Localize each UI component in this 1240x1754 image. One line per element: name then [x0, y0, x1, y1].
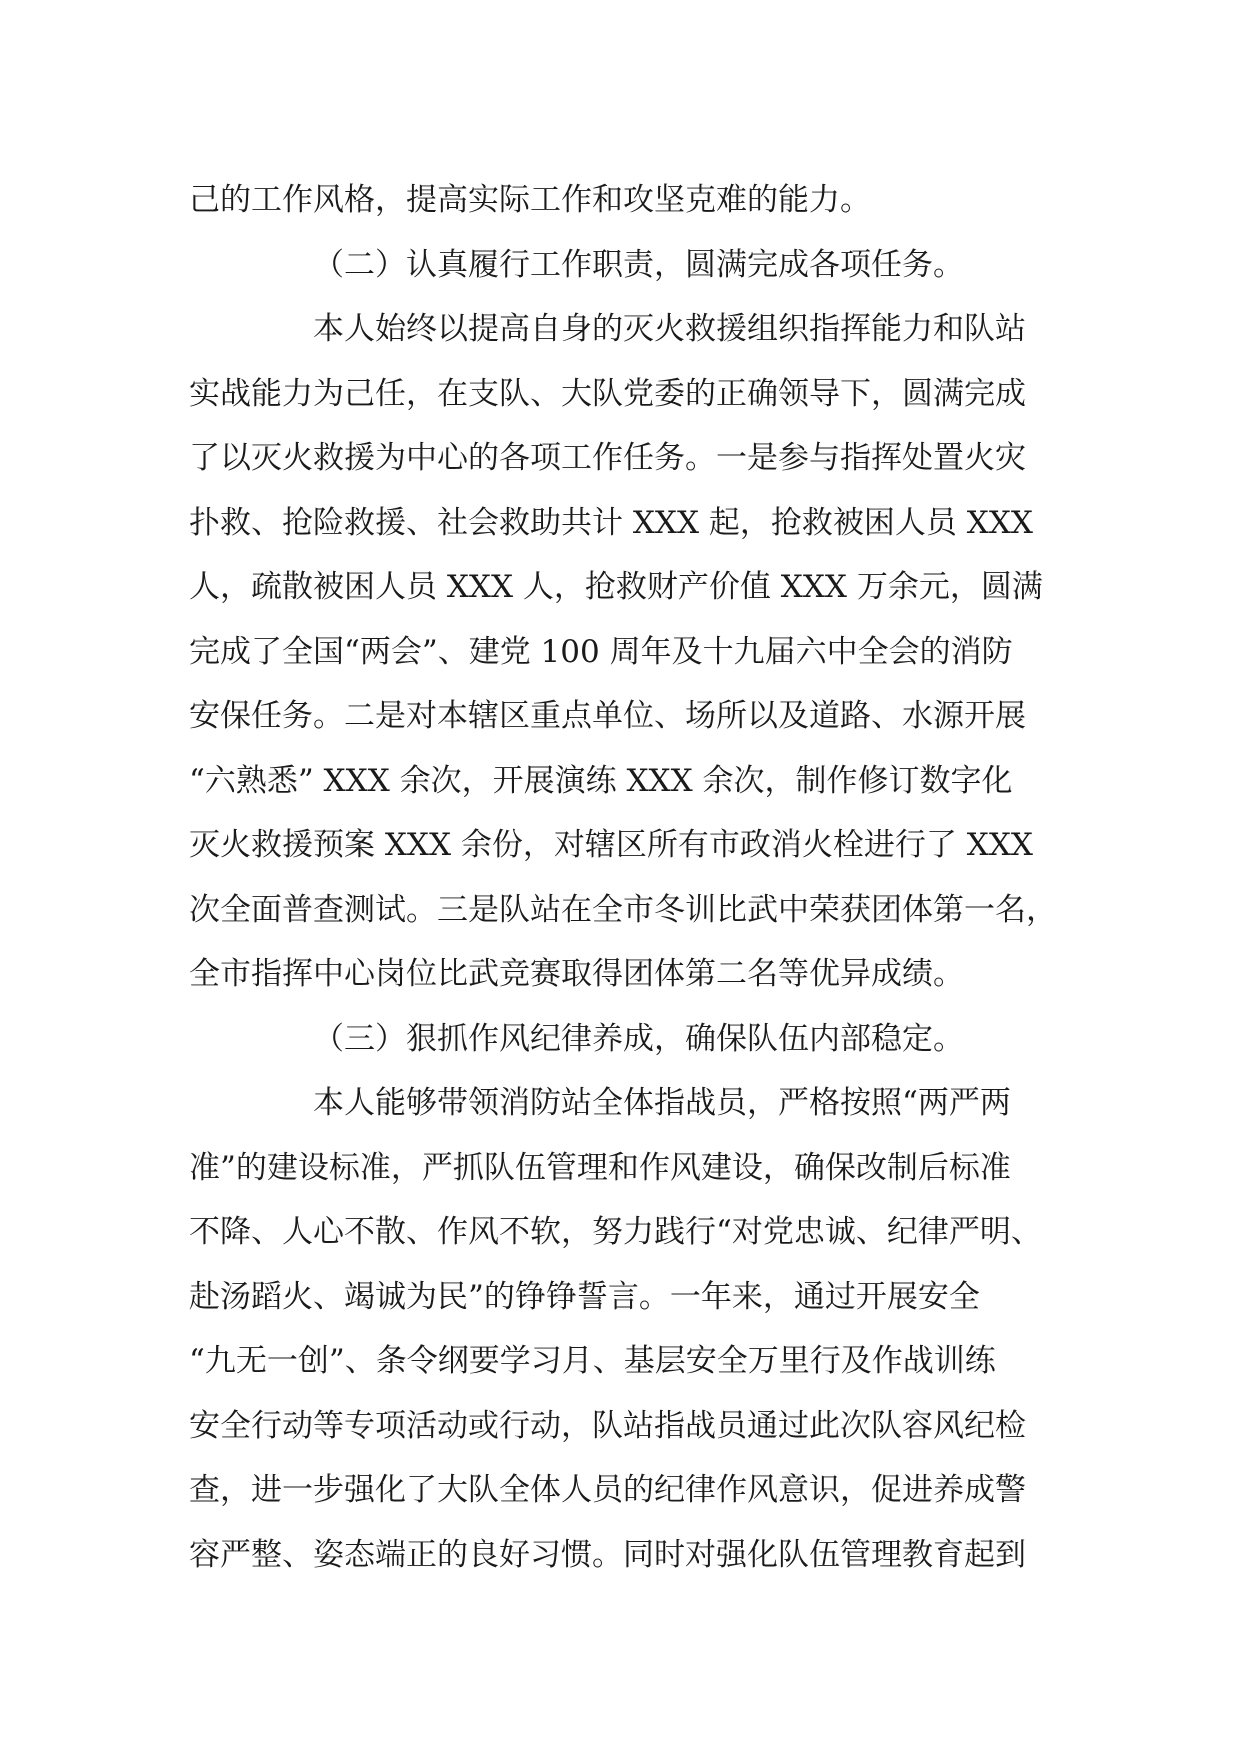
- paragraph-first-line: 本人始终以提高自身的灭火救援组织指挥能力和队站: [313, 311, 1026, 347]
- section-heading: （三）狠抓作风纪律养成，确保队伍内部稳定。: [313, 1020, 964, 1057]
- text-line: 灭火救援预案 XXX 余份，对辖区所有市政消火栓进行了 XXX: [189, 827, 1033, 863]
- text-line: 赴汤蹈火、竭诚为民”的铮铮誓言。一年来，通过开展安全: [189, 1278, 980, 1315]
- text-line: 容严整、姿态端正的良好习惯。同时对强化队伍管理教育起到: [189, 1536, 1026, 1573]
- text-line: 全市指挥中心岗位比武竞赛取得团体第二名等优异成绩。: [189, 956, 964, 992]
- text-line: 准”的建设标准，严抓队伍管理和作风建设，确保改制后标准: [189, 1149, 1011, 1186]
- text-line: 查，进一步强化了大队全体人员的纪律作风意识，促进养成警: [189, 1472, 1026, 1508]
- text-line: 次全面普查测试。三是队站在全市冬训比武中荣获团体第一名，: [189, 891, 1057, 928]
- text-line: 安全行动等专项活动或行动，队站指战员通过此次队容风纪检: [189, 1407, 1026, 1444]
- text-line: 扑救、抢险救援、社会救助共计 XXX 起，抢救被困人员 XXX: [189, 504, 1033, 541]
- text-line: 完成了全国“两会”、建党 100 周年及十九届六中全会的消防: [189, 633, 1013, 670]
- text-line: “九无一创”、条令纲要学习月、基层安全万里行及作战训练: [189, 1343, 996, 1379]
- section-heading: （二）认真履行工作职责，圆满完成各项任务。: [313, 246, 964, 283]
- text-line: 人，疏散被困人员 XXX 人，抢救财产价值 XXX 万余元，圆满: [189, 569, 1043, 605]
- text-line: “六熟悉” XXX 余次，开展演练 XXX 余次，制作修订数字化: [189, 762, 1013, 799]
- text-line: 不降、人心不散、作风不软，努力践行“对党忠诚、纪律严明、: [189, 1214, 1042, 1250]
- text-line: 安保任务。二是对本辖区重点单位、场所以及道路、水源开展: [189, 698, 1026, 734]
- body-text: [189, 168, 1089, 1587]
- text-line: 实战能力为己任，在支队、大队党委的正确领导下，圆满完成: [189, 375, 1026, 412]
- paragraph-first-line: 本人能够带领消防站全体指战员，严格按照“两严两: [313, 1085, 1011, 1121]
- text-line: 己的工作风格，提高实际工作和攻坚克难的能力。: [189, 182, 871, 218]
- text-line: 了以灭火救援为中心的各项工作任务。一是参与指挥处置火灾: [189, 440, 1026, 476]
